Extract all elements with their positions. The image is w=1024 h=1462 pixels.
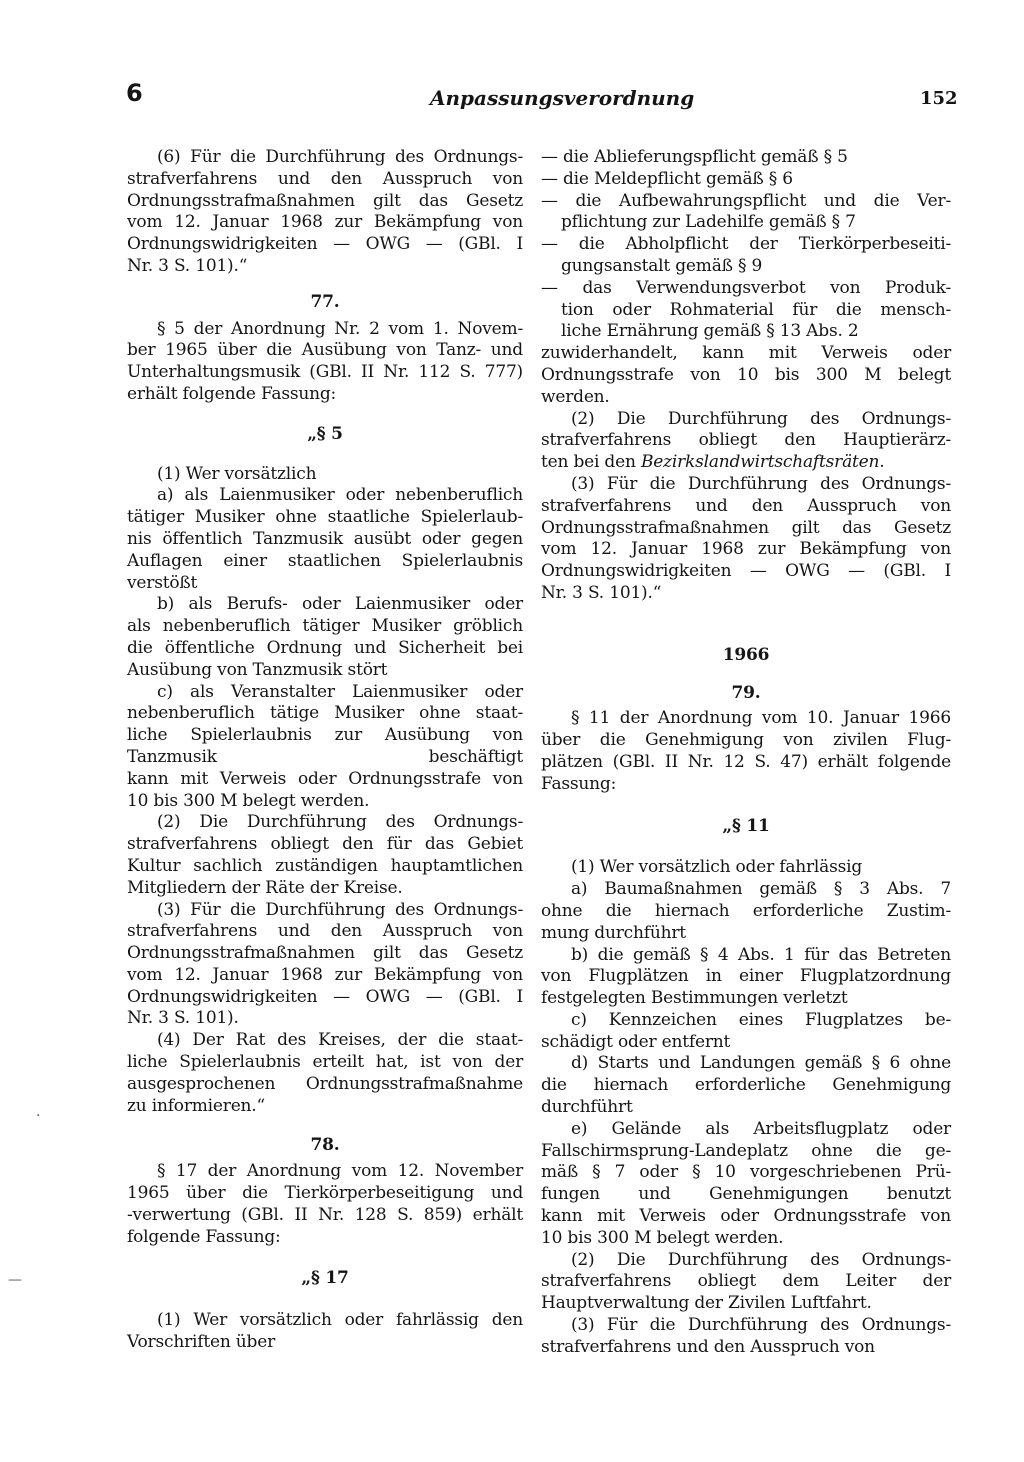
- section-79-text: [541, 708, 951, 795]
- text-line: nis öffentlich Tanzmusik ausübt oder gegen: [127, 528, 523, 549]
- text-line: werden.: [541, 386, 610, 407]
- text-line: Nr. 3 S. 101).“: [541, 582, 662, 603]
- text-line: strafverfahrens obliegt dem Leiter der: [541, 1271, 951, 1292]
- text-line: von Flugplätzen in einer Flugplatzordnung: [541, 966, 951, 987]
- margin-dash: —: [8, 1272, 22, 1288]
- text-line: — die Ablieferungspflicht gemäß § 5: [541, 147, 848, 167]
- text-line: Nr. 3 S. 101).: [127, 1008, 239, 1029]
- section-78-text: [127, 1161, 523, 1248]
- text-line: § 5 der Anordnung Nr. 2 vom 1. Novem-: [157, 318, 523, 339]
- text-line: (2) Die Durchführung des Ordnungs-: [571, 408, 951, 429]
- text-line: c) als Veranstalter Laienmusiker oder: [157, 681, 523, 702]
- text-line: erhält folgende Fassung:: [127, 383, 337, 404]
- text-line: e) Gelände als Arbeitsflugplatz oder: [571, 1118, 951, 1139]
- text-line: vom 12. Januar 1968 zur Bekämpfung von: [127, 964, 523, 985]
- text-line: ber 1965 über die Ausübung von Tanz- und: [127, 340, 523, 361]
- text-line: festgelegten Bestimmungen verletzt: [541, 988, 848, 1009]
- text-line: (3) Für die Durchführung des Ordnungs-: [571, 473, 951, 494]
- text-line: strafverfahrens obliegt den für das Gebiet: [127, 834, 523, 855]
- text-line: Ordnungswidrigkeiten — OWG — (GBl. I: [541, 561, 951, 582]
- text-line: 10 bis 300 M belegt werden.: [541, 1227, 784, 1248]
- chapter-number: 6: [126, 79, 143, 107]
- running-title: Anpassungsverordnung: [430, 86, 695, 110]
- text-line: (2) Die Durchführung des Ordnungs-: [157, 812, 523, 833]
- text-line: -verwertung (GBl. II Nr. 128 S. 859) erhält: [127, 1204, 523, 1225]
- text-line: vom 12. Januar 1968 zur Bekämpfung von: [541, 539, 951, 560]
- text-line: c) Kennzeichen eines Flugplatzes be-: [571, 1009, 951, 1030]
- text-line: mäß § 7 oder § 10 vorgeschriebenen Prü-: [541, 1162, 951, 1183]
- text-line: (1) Wer vorsätzlich: [157, 463, 317, 484]
- text-line: strafverfahrens und den Ausspruch von: [541, 495, 951, 516]
- text-line: fungen und Genehmigungen benutzt: [541, 1184, 951, 1205]
- text-line: b) als Berufs- oder Laienmusiker oder: [157, 594, 523, 615]
- margin-dot: ·: [36, 1108, 41, 1124]
- text-line: — die Abholpflicht der Tierkörperbeseiti-: [541, 234, 951, 255]
- text-line: Ordnungsstrafmaßnahmen gilt das Gesetz: [127, 190, 523, 211]
- text-line: Nr. 3 S. 101).“: [127, 255, 248, 276]
- text-line: schädigt oder entfernt: [541, 1031, 731, 1052]
- text-line: plätzen (GBl. II Nr. 12 S. 47) erhält folgende: [541, 751, 951, 772]
- text-line: Mitgliedern der Räte der Kreise.: [127, 877, 403, 898]
- paragraph-5-heading: „§ 5: [307, 423, 343, 444]
- text-line: liche Ernährung gemäß § 13 Abs. 2: [561, 321, 859, 342]
- text-line: Kultur sachlich zuständigen hauptamtlichen: [127, 855, 523, 876]
- text-line: kann mit Verweis oder Ordnungsstrafe von: [541, 1206, 951, 1227]
- paragraph-5-text: [127, 464, 523, 1118]
- obligations-list: [541, 147, 951, 605]
- text-line: Fassung:: [541, 773, 617, 794]
- text-line: ten bei den Bezirkslandwirtschaftsräten.: [541, 452, 885, 473]
- left-p1: [127, 147, 523, 278]
- text-line: 10 bis 300 M belegt werden.: [127, 790, 370, 811]
- text-line: Hauptverwaltung der Zivilen Luftfahrt.: [541, 1293, 872, 1314]
- text-line: ohne die hiernach erforderliche Zustim-: [541, 900, 951, 921]
- text-line: als nebenberuflich tätiger Musiker gröblich: [127, 616, 523, 637]
- text-line: (1) Wer vorsätzlich oder fahrlässig den: [157, 1310, 523, 1331]
- text-line: strafverfahrens und den Ausspruch von: [127, 921, 523, 942]
- text-line: liche Spielerlaubnis zur Ausübung von: [127, 725, 523, 746]
- text-line: § 17 der Anordnung vom 12. November: [157, 1161, 523, 1182]
- text-line: Ordnungsstrafe von 10 bis 300 M belegt: [541, 364, 951, 385]
- text-line: — das Verwendungsverbot von Produk-: [541, 277, 951, 298]
- text-line: zuwiderhandelt, kann mit Verweis oder: [541, 343, 951, 364]
- text-line: b) die gemäß § 4 Abs. 1 für das Betreten: [571, 944, 951, 965]
- left-column: [127, 147, 523, 1354]
- text-line: Auflagen einer staatlichen Spielerlaubnis: [127, 550, 523, 571]
- text-line: (4) Der Rat des Kreises, der die staat-: [157, 1030, 523, 1051]
- text-line: Ordnungswidrigkeiten — OWG — (GBl. I: [127, 234, 523, 255]
- paragraph-17-text: [127, 1310, 523, 1354]
- text-line: a) als Laienmusiker oder nebenberuflich: [157, 485, 523, 506]
- text-line: folgende Fassung:: [127, 1226, 281, 1247]
- section-77-text: [127, 319, 523, 406]
- text-line: (3) Für die Durchführung des Ordnungs-: [571, 1315, 951, 1336]
- text-line: vom 12. Januar 1968 zur Bekämpfung von: [127, 212, 523, 233]
- paragraph-11-text: [541, 857, 951, 1358]
- text-line: Ordnungswidrigkeiten — OWG — (GBl. I: [127, 986, 523, 1007]
- text-line: verstößt: [127, 572, 198, 593]
- paragraph-17-heading: „§ 17: [301, 1268, 349, 1289]
- text-line: § 11 der Anordnung vom 10. Januar 1966: [571, 708, 951, 729]
- text-line: a) Baumaßnahmen gemäß § 3 Abs. 7: [571, 879, 951, 900]
- text-line: Vorschriften über: [127, 1332, 275, 1353]
- text-line: (1) Wer vorsätzlich oder fahrlässig: [571, 857, 863, 878]
- text-line: tion oder Rohmaterial für die mensch-: [561, 299, 951, 320]
- page-number: 152: [920, 88, 958, 109]
- text-line: Ausübung von Tanzmusik stört: [127, 659, 388, 680]
- text-line: 1965 über die Tierkörperbeseitigung und: [127, 1183, 523, 1204]
- year-heading: 1966: [722, 644, 770, 665]
- section-77-heading: 77.: [310, 291, 340, 312]
- text-line: tätiger Musiker ohne staatliche Spielerlaub-: [127, 507, 523, 528]
- text-line: zu informieren.“: [127, 1095, 265, 1116]
- text-line: strafverfahrens und den Ausspruch von: [127, 168, 523, 189]
- text-line: Fallschirmsprung-Landeplatz ohne die ge-: [541, 1140, 951, 1161]
- section-79-heading: 79.: [731, 682, 761, 703]
- text-line: die öffentliche Ordnung und Sicherheit bei: [127, 637, 523, 658]
- text-line: gungsanstalt gemäß § 9: [561, 255, 763, 276]
- text-line: Tanzmusik beschäftigt: [127, 746, 523, 767]
- text-line: strafverfahrens obliegt den Hauptierärz-: [541, 430, 951, 451]
- text-line: durchführt: [541, 1097, 633, 1118]
- text-line: liche Spielerlaubnis erteilt hat, ist von der: [127, 1052, 523, 1073]
- text-line: ausgesprochenen Ordnungsstrafmaßnahme: [127, 1073, 523, 1094]
- text-line: Ordnungsstrafmaßnahmen gilt das Gesetz: [541, 517, 951, 538]
- text-line: Ordnungsstrafmaßnahmen gilt das Gesetz: [127, 943, 523, 964]
- right-column: [541, 147, 951, 1359]
- text-line: Unterhaltungsmusik (GBl. II Nr. 112 S. 777): [127, 362, 523, 383]
- text-line: über die Genehmigung von zivilen Flug-: [541, 730, 951, 751]
- text-line: die hiernach erforderliche Genehmigung: [541, 1075, 951, 1096]
- paragraph-11-heading: „§ 11: [722, 815, 770, 836]
- text-line: kann mit Verweis oder Ordnungsstrafe von: [127, 768, 523, 789]
- text-line: mung durchführt: [541, 922, 686, 943]
- section-78-heading: 78.: [310, 1135, 340, 1156]
- text-line: d) Starts und Landungen gemäß § 6 ohne: [571, 1053, 951, 1074]
- text-line: (2) Die Durchführung des Ordnungs-: [571, 1249, 951, 1270]
- text-line: — die Aufbewahrungspflicht und die Ver-: [541, 190, 951, 211]
- text-line: — die Meldepflicht gemäß § 6: [541, 168, 793, 189]
- text-line: nebenberuflich tätige Musiker ohne staat-: [127, 703, 523, 724]
- text-line: pflichtung zur Ladehilfe gemäß § 7: [561, 212, 856, 233]
- text-line: (6) Für die Durchführung des Ordnungs-: [157, 147, 523, 167]
- text-line: strafverfahrens und den Ausspruch von: [541, 1336, 875, 1357]
- text-line: (3) Für die Durchführung des Ordnungs-: [157, 899, 523, 920]
